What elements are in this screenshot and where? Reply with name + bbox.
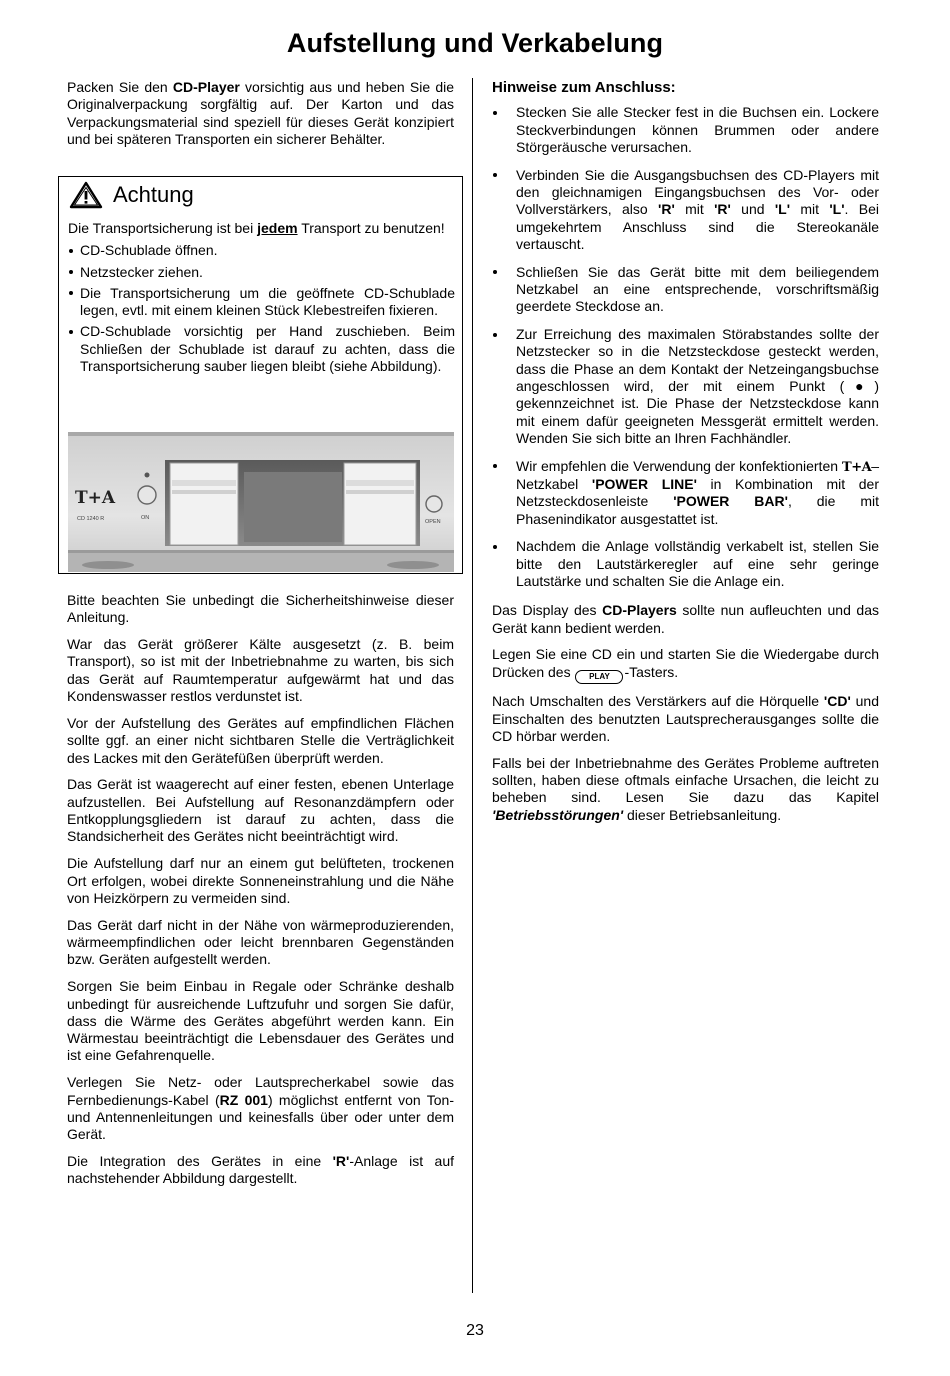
left-column-lower (67, 592, 454, 1197)
list-item: Schließen Sie das Gerät bitte mit dem beiliegendem Netzkabel an eine entsprechende, vorschriftsmäßig geerdete Steckdose an. (492, 264, 879, 316)
warning-lead: Die Transportsicherung ist bei jedem Transport zu benutzen! (68, 220, 445, 236)
cd-player-photo (68, 432, 454, 572)
paragraph: Nach Umschalten des Verstärkers auf die Hörquelle 'CD' und Einschalten des benutzten Lautsprecherausganges sollte die CD hörbar werden. (492, 693, 879, 744)
warning-title: Achtung (113, 182, 194, 207)
play-button-icon: PLAY (575, 670, 623, 684)
paragraph: Das Display des CD-Players sollte nun aufleuchten und das Gerät kann bedient werden. (492, 602, 880, 636)
warning-steps (68, 242, 455, 375)
on-label: ON (141, 515, 150, 521)
paragraph: Falls bei der Inbetriebnahme des Gerätes Probleme auftreten sollten, haben diese oftmals einfache Ursachen, die leicht zu beheben sind. Lesen Sie dazu das Kapitel 'Betriebsstörungen' dieser Betriebsanleitung. (492, 754, 879, 823)
left-column (67, 79, 454, 158)
list-item: Stecken Sie alle Stecker fest in die Buchsen ein. Lockere Steckverbindungen können Brummen oder andere Störgeräusche verursachen. (492, 104, 879, 156)
list-item: Wir empfehlen die Verwendung der konfektionierten T+A–Netzkabel 'POWER LINE' in Kombination mit der Netzsteckdosenleiste 'POWER BAR', die mit Phasenindikator ausgestattet ist. (492, 458, 879, 528)
column-divider (472, 78, 473, 1293)
paragraph: War das Gerät größerer Kälte ausgesetzt (z. B. beim Transport), so ist mit der Inbetriebnahme zu warten, bis sich das Gerät auf Raumtemperatur aufgewärmt hat und das Kondenswasser restlos verdunstet ist. (67, 636, 454, 705)
paragraph: Sorgen Sie beim Einbau in Regale oder Schränke deshalb unbedingt für ausreichende Luftzufuhr und sorgen Sie dafür, dass die Wärme des Gerätes abgeführt werden kann. Ein Wärmestau beeinträchtigt die Lebensdauer des Gerätes und ist eine Gefahrenquelle. (67, 978, 454, 1064)
warning-header (69, 179, 194, 211)
connection-hints (492, 104, 879, 590)
phase-dot-icon: ● (844, 377, 875, 394)
intro-paragraph: Packen Sie den CD-Player vorsichtig aus und heben Sie die Originalverpackung sorgfältig auf. Der Karton und das Verpackungsmaterial sind speziell für dieses Gerät konzipiert und bei späteren Transporten ein sicherer Behälter. (67, 79, 454, 147)
list-item: Die Transportsicherung um die geöffnete CD-Schublade legen, evtl. mit einem kleinen Stück Klebestreifen fixieren. (68, 285, 455, 320)
warning-box (58, 176, 463, 574)
paragraph: Vor der Aufstellung des Gerätes auf empfindlichen Flächen sollte ggf. an einer nicht sichtbaren Stelle die Verträglichkeit des Lackes mit den Gerätefüßen überprüft werden. (67, 714, 454, 766)
paragraph: Das Gerät darf nicht in der Nähe von wärmeproduzierenden, wärmeempfindlichen oder leicht brennbaren Gegenständen bzw. Geräten aufgestellt werden. (67, 916, 454, 968)
paragraph: Verlegen Sie Netz- oder Lautsprecherkabel sowie das Fernbedienungs-Kabel (RZ 001) möglichst entfernt von Ton- und Antennenleitungen und keinesfalls über oder unter dem Gerät. (67, 1074, 454, 1143)
list-item: Zur Erreichung des maximalen Störabstandes sollte der Netzstecker so in die Netzsteckdose gesteckt werden, dass die Phase an dem Kontakt der Netzeingangsbuchse angeschlossen wird, der mit einem Punkt (●) gekennzeichnet ist. Die Phase der Netzsteckdose kann mit einem dafür geeigneten Messgerät ermittelt werden. Wenden Sie sich bitte an Ihren Fachhändler. (492, 326, 879, 447)
list-item: CD-Schublade vorsichtig per Hand zuschieben. Beim Schließen der Schublade ist darauf zu achten, dass die Transportsicherung sauber liegen bleibt (siehe Abbildung). (68, 323, 455, 375)
paragraph: Legen Sie eine CD ein und starten Sie die Wiedergabe durch Drücken des PLAY -Tasters. (492, 646, 879, 683)
paragraph: Die Integration des Gerätes in eine 'R'-Anlage ist auf nachstehender Abbildung dargestellt. (67, 1153, 454, 1187)
page-title: Aufstellung und Verkabelung (286, 28, 664, 58)
list-item: Netzstecker ziehen. (68, 264, 455, 281)
list-item: CD-Schublade öffnen. (68, 242, 455, 259)
warning-triangle-icon (69, 181, 103, 209)
open-label: OPEN (425, 519, 441, 525)
warning-body (68, 220, 455, 379)
right-column (492, 79, 879, 834)
tplusa-inline-logo: T+A (842, 459, 872, 475)
section-heading: Hinweise zum Anschluss: (492, 79, 676, 96)
tplusa-logo: T+A (75, 488, 116, 508)
list-item: Nachdem die Anlage vollständig verkabelt ist, stellen Sie bitte den Lautstärkeregler auf eine sehr geringe Lautstärke und schalten Sie die Anlage ein. (492, 538, 879, 590)
page-number: 23 (466, 1322, 484, 1339)
list-item: Verbinden Sie die Ausgangsbuchsen des CD-Players mit den gleichnamigen Eingangsbuchsen des Vor- oder Vollverstärkers, also 'R' mit 'R' und 'L' mit 'L'. Bei umgekehrtem Anschluss sind die Stereokanäle vertauscht. (492, 167, 879, 253)
paragraph: Die Aufstellung darf nur an einem gut belüfteten, trockenen Ort erfolgen, wobei direkte Sonneneinstrahlung und die Nähe von Heizkörpern zu vermeiden sind. (67, 855, 454, 906)
paragraph: Das Gerät ist waagerecht auf einer festen, ebenen Unterlage aufzustellen. Bei Aufstellung auf Resonanzdämpfern oder Entkopplungsgliedern ist darauf zu achten, dass die Standsicherheit des Gerätes nicht beeinträchtigt wird. (67, 776, 454, 845)
paragraph: Bitte beachten Sie unbedingt die Sicherheitshinweise dieser Anleitung. (67, 592, 454, 626)
model-label: CD 1240 R (77, 516, 105, 522)
